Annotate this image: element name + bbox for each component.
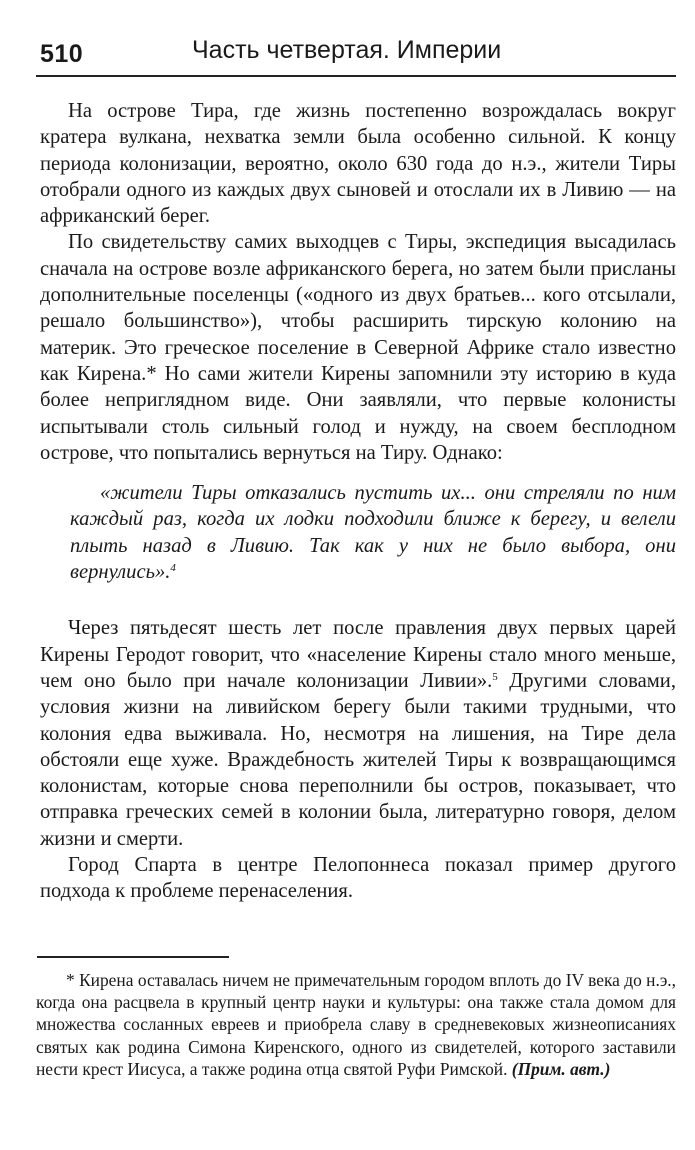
block-quote xyxy=(70,480,676,585)
page-header xyxy=(36,34,676,78)
quote-text: «жители Тиры отказались пустить их... они стреляли по ним каждый раз, когда их лодки подходили ближе к берегу, и велели плыть назад в Ливию. Так как у них не было выбора, они вернулись». xyxy=(70,482,676,584)
running-title: Часть четвертая. Империи xyxy=(192,36,502,64)
paragraph-3-part-b: Другими словами, условия жизни на ливийском берегу были такими трудными, что колония едва выживала. Но, несмотря на лишения, на Тире дела обстояли еще хуже. Враждебность жителей Тиры к возвращающимся колонистам, которые снова переполнили бы остров, показывает, что отправка греческих семей в колонии была, литературно говоря, делом жизни и смерти. xyxy=(40,669,676,850)
footnote-text: * Кирена оставалась ничем не примечательным городом вплоть до IV века до н.э., когда она расцвела в крупный центр науки и культуры: она также стала домом для множества сосланных евреев и приобрела славу в средневековых жизнеописаниях святых как родина Симона Киренского, одного из свидетелей, которого заставили нести крест Иисуса, а также родина отца святой Руфи Римской. xyxy=(36,970,676,1079)
paragraph-3-part-a: Через пятьдесят шесть лет после правления двух первых царей Кирены Геродот говорит, что «население Кирены стало много меньше, чем оно было при начале колонизации Ливии». xyxy=(40,617,676,692)
main-text xyxy=(40,98,676,905)
footnote xyxy=(36,969,676,1080)
paragraph-4: Город Спарта в центре Пелопоннеса показал пример другого подхода к проблеме перенаселения. xyxy=(40,854,676,903)
footnote-ref-4: 4 xyxy=(170,562,176,575)
footnote-ref-5: 5 xyxy=(492,670,498,683)
footnote-rule xyxy=(37,956,229,958)
paragraph-2: По свидетельству самих выходцев с Тиры, экспедиция высадилась сначала на острове возле африканского берега, но затем были присланы дополнительные поселенцы («одного из двух братьев... кого отсылали, решало большинство»), чтобы расширить тирскую колонию на материк. Это греческое поселение в Северной Африке стало известно как Кирена.* Но сами жители Кирены запомнили эту историю в куда более неприглядном виде. Они заявляли, что первые колонисты испытывали столь сильный голод и нужду, на своем бесплодном острове, что попытались вернуться на Тиру. Однако: xyxy=(40,231,676,464)
footnote-author-tag: (Прим. авт.) xyxy=(511,1058,611,1079)
page-number: 510 xyxy=(40,40,84,68)
paragraph-3 xyxy=(40,615,676,852)
paragraph-1: На острове Тира, где жизнь постепенно возрождалась вокруг кратера вулкана, нехватка земли была особенно сильной. К концу периода колонизации, вероятно, около 630 года до н.э., жители Тиры отобрали одного из каждых двух сыновей и отослали их в Ливию — на африканский берег. xyxy=(40,100,676,228)
header-rule xyxy=(36,75,676,77)
